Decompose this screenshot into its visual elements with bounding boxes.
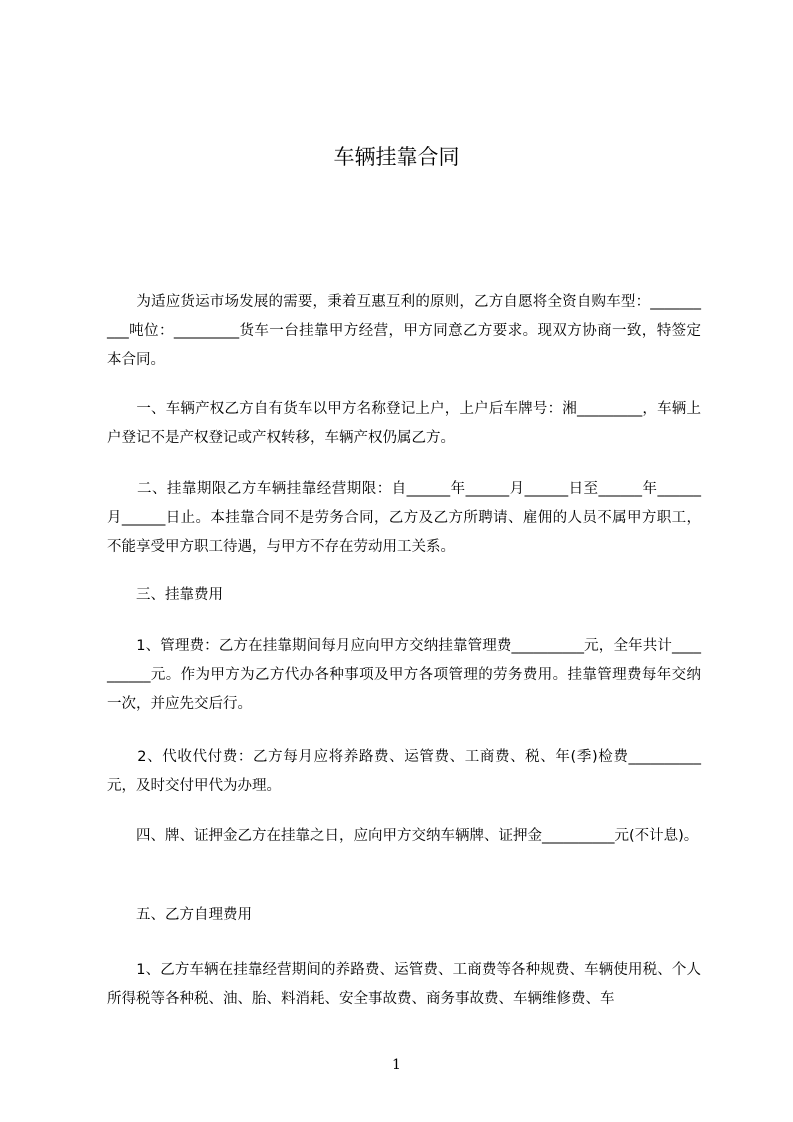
clause-4-deposit: 四、牌、证押金乙方在挂靠之日，应向甲方交纳车辆牌、证押金__________元(不计息)。 bbox=[107, 828, 699, 844]
clause-3-heading: 三、挂靠费用 bbox=[107, 587, 223, 603]
document-title: 车辆挂靠合同 bbox=[333, 145, 460, 169]
clause-1-vehicle-ownership: 一、车辆产权乙方自有货车以甲方名称登记上户，上户后车牌号：湘_________，车辆上户登记不是产权登记或产权转移，车辆产权仍属乙方。 bbox=[107, 401, 701, 446]
clause-5-heading: 五、乙方自理费用 bbox=[107, 907, 252, 923]
clause-3-2-collection-fee: 2、代收代付费：乙方每月应将养路费、运管费、工商费、税、年(季)检费__________元，及时交付甲代为办理。 bbox=[107, 749, 701, 794]
clause-2-affiliation-term: 二、挂靠期限乙方车辆挂靠经营期限：自______年______月______日至______年______月______日止。本挂靠合同不是劳务合同，乙方及乙方所聘请、雇佣的人员不属甲方职工，不能享受甲方职工待遇，与甲方不存在劳动用工关系。 bbox=[107, 481, 701, 555]
clause-3-1-management-fee: 1、管理费：乙方在挂靠期间每月应向甲方交纳挂靠管理费__________元，全年共计__________元。作为甲方为乙方代办各种事项及甲方各项管理的劳务费用。挂靠管理费每年交纳一次，并应先交后行。 bbox=[107, 638, 701, 712]
preamble-paragraph: 为适应货运市场发展的需要，秉着互惠互利的原则，乙方自愿将全资自购车型：__________吨位：_________货车一台挂靠甲方经营，甲方同意乙方要求。现双方协商一致，特签定本合同。 bbox=[107, 294, 701, 368]
page-number: 1 bbox=[392, 1057, 401, 1073]
clause-5-1-self-paid-fees: 1、乙方车辆在挂靠经营期间的养路费、运管费、工商费等各种规费、车辆使用税、个人所得税等各种税、油、胎、料消耗、安全事故费、商务事故费、车辆维修费、车 bbox=[107, 962, 701, 1007]
